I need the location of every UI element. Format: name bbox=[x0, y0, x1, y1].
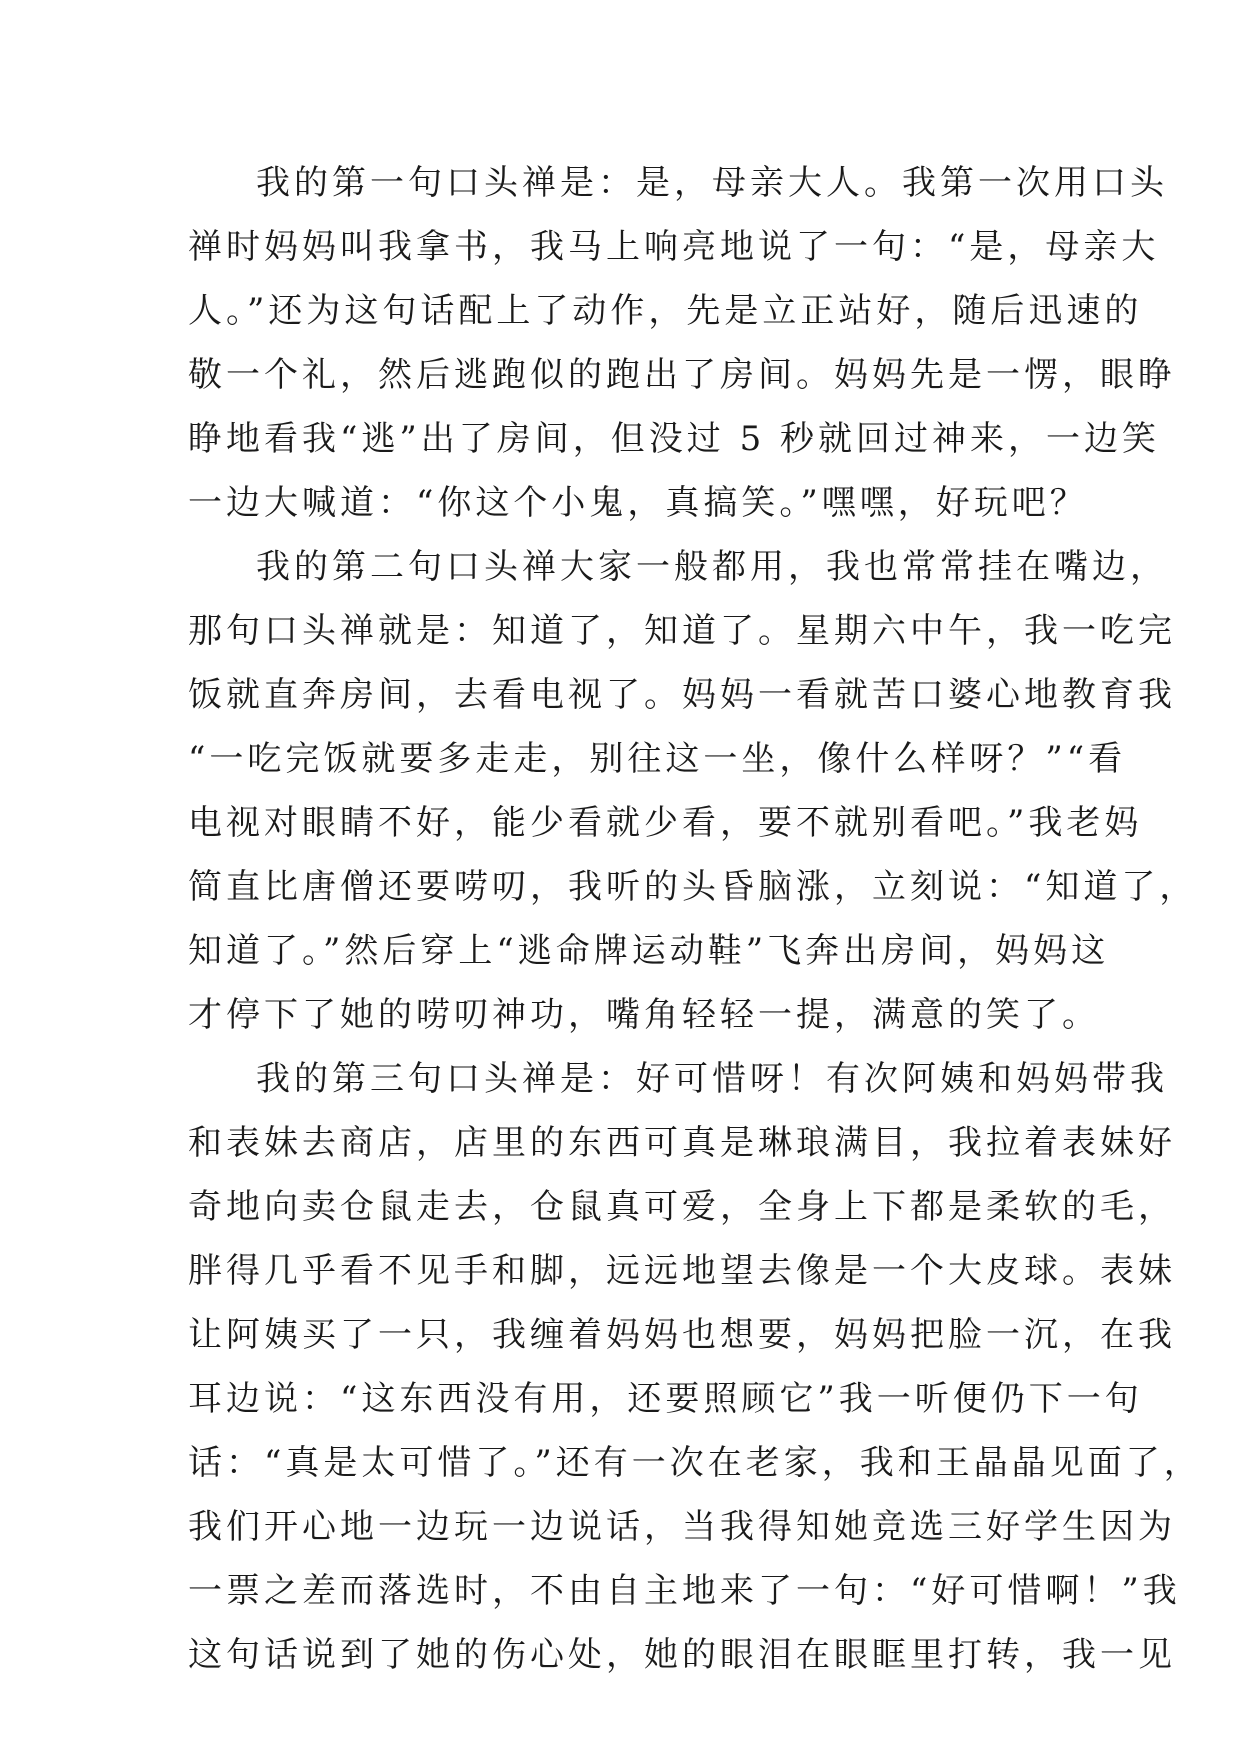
paragraph-3-line-5: 让阿姨买了一只，我缠着妈妈也想要，妈妈把脸一沉，在我 bbox=[188, 1315, 1176, 1355]
paragraph-3-line-2: 和表妹去商店，店里的东西可真是琳琅满目，我拉着表妹好 bbox=[188, 1123, 1176, 1163]
paragraph-2-line-1: 我的第二句口头禅大家一般都用，我也常常挂在嘴边， bbox=[256, 547, 1168, 587]
paragraph-1-line-2: 禅时妈妈叫我拿书，我马上响亮地说了一句：“是，母亲大 bbox=[188, 227, 1160, 267]
paragraph-1-line-1: 我的第一句口头禅是：是，母亲大人。我第一次用口头 bbox=[256, 163, 1168, 203]
paragraph-1-line-4: 敬一个礼，然后逃跑似的跑出了房间。妈妈先是一愣，眼睁 bbox=[188, 355, 1176, 395]
paragraph-3-line-7: 话：“真是太可惜了。”还有一次在老家，我和王晶晶见面了， bbox=[188, 1443, 1202, 1483]
paragraph-2-line-3: 饭就直奔房间，去看电视了。妈妈一看就苦口婆心地教育我 bbox=[188, 675, 1176, 715]
paragraph-1-line-5: 睁地看我“逃”出了房间，但没过 5 秒就回过神来，一边笑 bbox=[188, 419, 1161, 459]
paragraph-1-line-3: 人。”还为这句话配上了动作，先是立正站好，随后迅速的 bbox=[188, 291, 1143, 331]
paragraph-2-line-5: 电视对眼睛不好，能少看就少看，要不就别看吧。”我老妈 bbox=[188, 803, 1143, 843]
paragraph-3-line-4: 胖得几乎看不见手和脚，远远地望去像是一个大皮球。表妹 bbox=[188, 1251, 1176, 1291]
paragraph-1-line-6: 一边大喊道：“你这个小鬼，真搞笑。”嘿嘿，好玩吧？ bbox=[188, 483, 1088, 523]
paragraph-2-line-8: 才停下了她的唠叨神功，嘴角轻轻一提，满意的笑了。 bbox=[188, 995, 1100, 1035]
essay-body bbox=[188, 151, 1202, 1687]
paragraph-3-line-6: 耳边说：“这东西没有用，还要照顾它”我一听便仍下一句 bbox=[188, 1379, 1143, 1419]
paragraph-2-line-2: 那句口头禅就是：知道了，知道了。星期六中午，我一吃完 bbox=[188, 611, 1176, 651]
paragraph-2-line-6: 简直比唐僧还要唠叨，我听的头昏脑涨，立刻说：“知道了， bbox=[188, 867, 1198, 907]
paragraph-3-line-8: 我们开心地一边玩一边说话，当我得知她竞选三好学生因为 bbox=[188, 1507, 1176, 1547]
paragraph-2-line-7: 知道了。”然后穿上“逃命牌运动鞋”飞奔出房间，妈妈这 bbox=[188, 931, 1110, 971]
paragraph-2-line-4: “一吃完饭就要多走走，别往这一坐，像什么样呀？”“看 bbox=[188, 739, 1127, 779]
paragraph-3-line-1: 我的第三句口头禅是：好可惜呀！有次阿姨和妈妈带我 bbox=[256, 1059, 1168, 1099]
paragraph-3-line-10: 这句话说到了她的伤心处，她的眼泪在眼眶里打转，我一见 bbox=[188, 1635, 1176, 1675]
paragraph-3-line-3: 奇地向卖仓鼠走去，仓鼠真可爱，全身上下都是柔软的毛， bbox=[188, 1187, 1176, 1227]
paragraph-3-line-9: 一票之差而落选时，不由自主地来了一句：“好可惜啊！”我 bbox=[188, 1571, 1181, 1611]
